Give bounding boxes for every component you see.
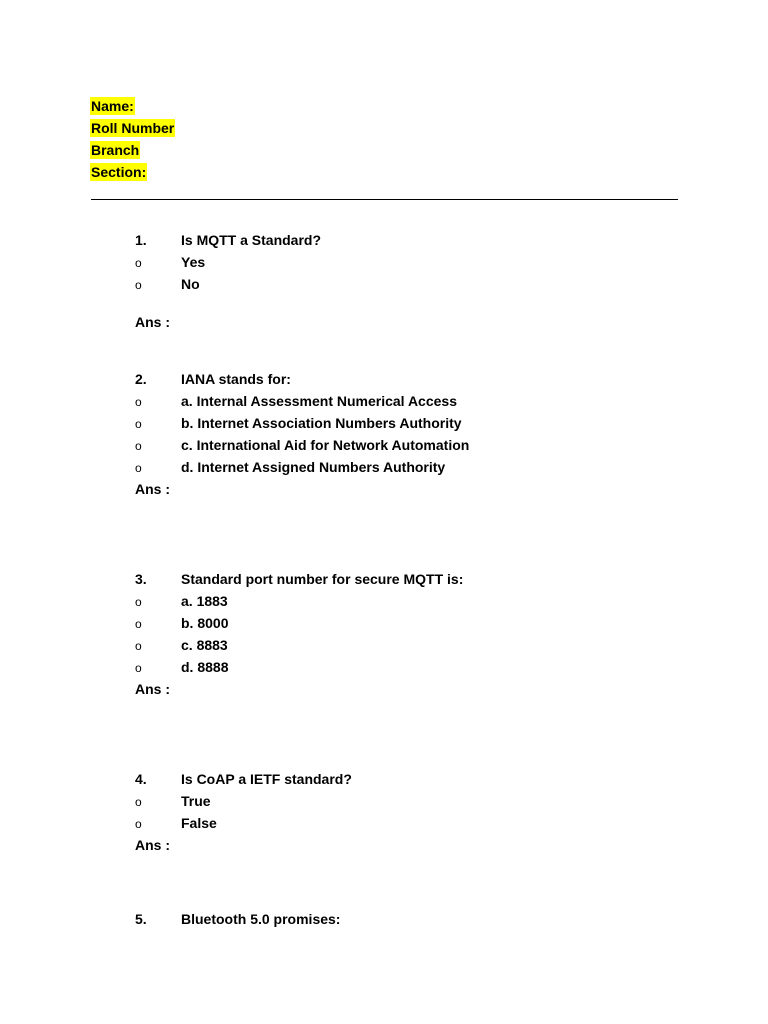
bullet-icon: o (135, 256, 142, 270)
question-2-answer-label: Ans : (135, 481, 170, 497)
question-2-option-b: b. Internet Association Numbers Authority (181, 415, 462, 431)
bullet-icon: o (135, 661, 142, 675)
bullet-icon: o (135, 417, 142, 431)
bullet-icon: o (135, 639, 142, 653)
question-1-option-2: No (181, 276, 200, 292)
bullet-icon: o (135, 439, 142, 453)
header-divider (91, 199, 678, 200)
roll-number-label: Roll Number (91, 120, 175, 136)
question-3-option-b: b. 8000 (181, 615, 229, 631)
bullet-icon: o (135, 795, 142, 809)
question-3-number: 3. (135, 571, 147, 587)
question-2-option-d: d. Internet Assigned Numbers Authority (181, 459, 446, 475)
question-2-number: 2. (135, 371, 147, 387)
question-1-option-1: Yes (181, 254, 206, 270)
question-3-answer-label: Ans : (135, 681, 170, 697)
name-label: Name: (91, 98, 134, 114)
bullet-icon: o (135, 395, 142, 409)
question-4-option-false: False (181, 815, 217, 831)
question-3-option-c: c. 8883 (181, 637, 228, 653)
question-1-text: Is MQTT a Standard? (181, 232, 322, 248)
question-4-number: 4. (135, 771, 147, 787)
question-4-text: Is CoAP a IETF standard? (181, 771, 352, 787)
bullet-icon: o (135, 817, 142, 831)
question-4-answer-label: Ans : (135, 837, 170, 853)
question-5-text: Bluetooth 5.0 promises: (181, 911, 341, 927)
question-5-number: 5. (135, 911, 147, 927)
question-2-text: IANA stands for: (181, 371, 291, 387)
bullet-icon: o (135, 595, 142, 609)
question-3-option-a: a. 1883 (181, 593, 228, 609)
question-3-option-d: d. 8888 (181, 659, 229, 675)
bullet-icon: o (135, 278, 142, 292)
bullet-icon: o (135, 461, 142, 475)
question-1-answer-label: Ans : (135, 314, 170, 330)
question-2-option-c: c. International Aid for Network Automation (181, 437, 470, 453)
question-2-option-a: a. Internal Assessment Numerical Access (181, 393, 457, 409)
section-label: Section: (91, 164, 147, 180)
bullet-icon: o (135, 617, 142, 631)
branch-label: Branch (91, 142, 140, 158)
question-3-text: Standard port number for secure MQTT is: (181, 571, 464, 587)
question-4-option-true: True (181, 793, 211, 809)
question-1-number: 1. (135, 232, 147, 248)
